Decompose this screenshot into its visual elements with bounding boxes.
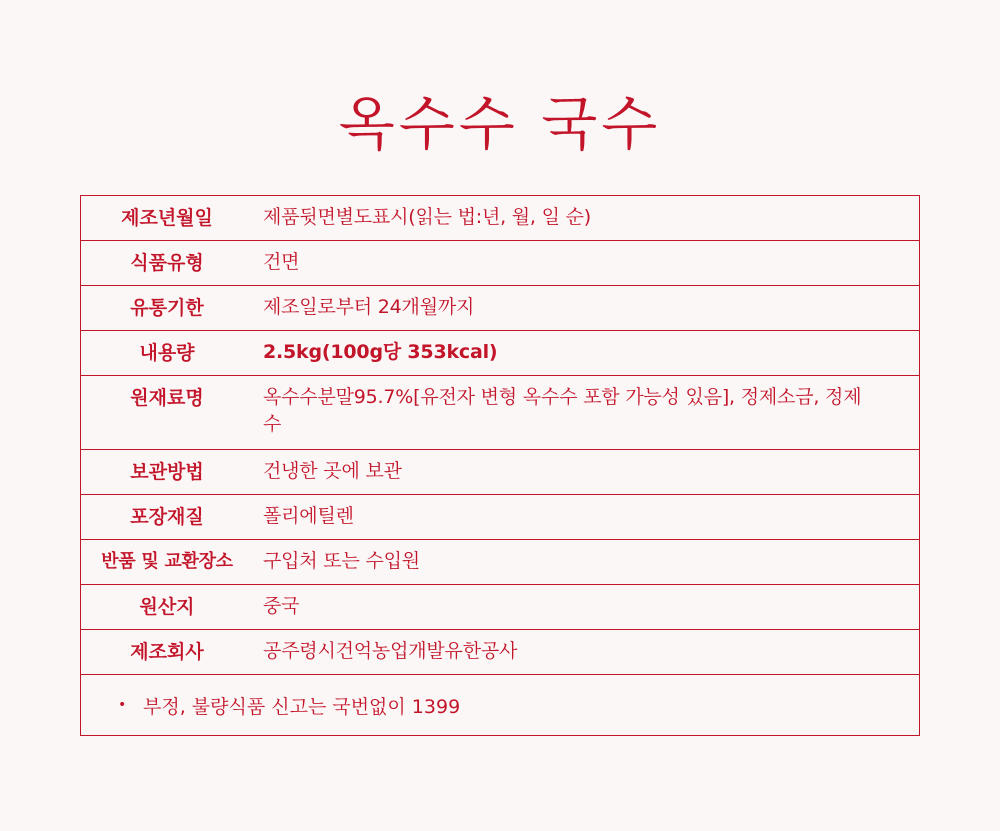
- table-row-food-type: [81, 241, 919, 286]
- table-row-net-content: [81, 331, 919, 376]
- row-label: 포장재질: [130, 506, 204, 528]
- row-value: 구입처 또는 수입원: [263, 550, 420, 572]
- row-value: 옥수수분말95.7%[유전자 변형 옥수수 포함 가능성 있음], 정제소금, 정제수: [263, 386, 862, 435]
- row-value: 건냉한 곳에 보관: [263, 460, 402, 482]
- row-label: 제조년월일: [121, 207, 213, 229]
- row-label: 원산지: [139, 596, 195, 618]
- row-label: 보관방법: [130, 461, 204, 483]
- report-note-text: 부정, 불량식품 신고는 국번없이 1399: [143, 695, 461, 718]
- row-value: 제품뒷면별도표시(읽는 법:년, 월, 일 순): [263, 206, 591, 228]
- row-value: 공주령시건억농업개발유한공사: [263, 640, 518, 662]
- row-label: 반품 및 교환장소: [101, 551, 233, 572]
- row-label: 제조회사: [130, 641, 204, 663]
- row-value: 중국: [263, 595, 300, 617]
- table-row-manufacturer: [81, 630, 919, 675]
- page-title: 옥수수 국수: [338, 90, 662, 158]
- row-value: 2.5kg(100g당 353kcal): [263, 341, 498, 363]
- row-label: 유통기한: [130, 297, 204, 319]
- row-label: 식품유형: [130, 252, 204, 274]
- row-label: 원재료명: [130, 387, 204, 409]
- table-row-storage: [81, 450, 919, 495]
- table-row-origin: [81, 585, 919, 630]
- table-row-manufacture-date: [81, 196, 919, 241]
- row-value: 폴리에틸렌: [263, 505, 354, 527]
- row-value: 건면: [263, 251, 300, 273]
- bullet-icon: •: [118, 697, 127, 713]
- table-row-expiry: [81, 286, 919, 331]
- product-info-table: [80, 195, 920, 736]
- table-row-ingredients: [81, 376, 919, 450]
- table-row-packaging: [81, 495, 919, 540]
- row-value: 제조일로부터 24개월까지: [263, 296, 475, 318]
- row-label: 내용량: [139, 342, 195, 364]
- report-note: [81, 675, 919, 735]
- table-row-returns: [81, 540, 919, 585]
